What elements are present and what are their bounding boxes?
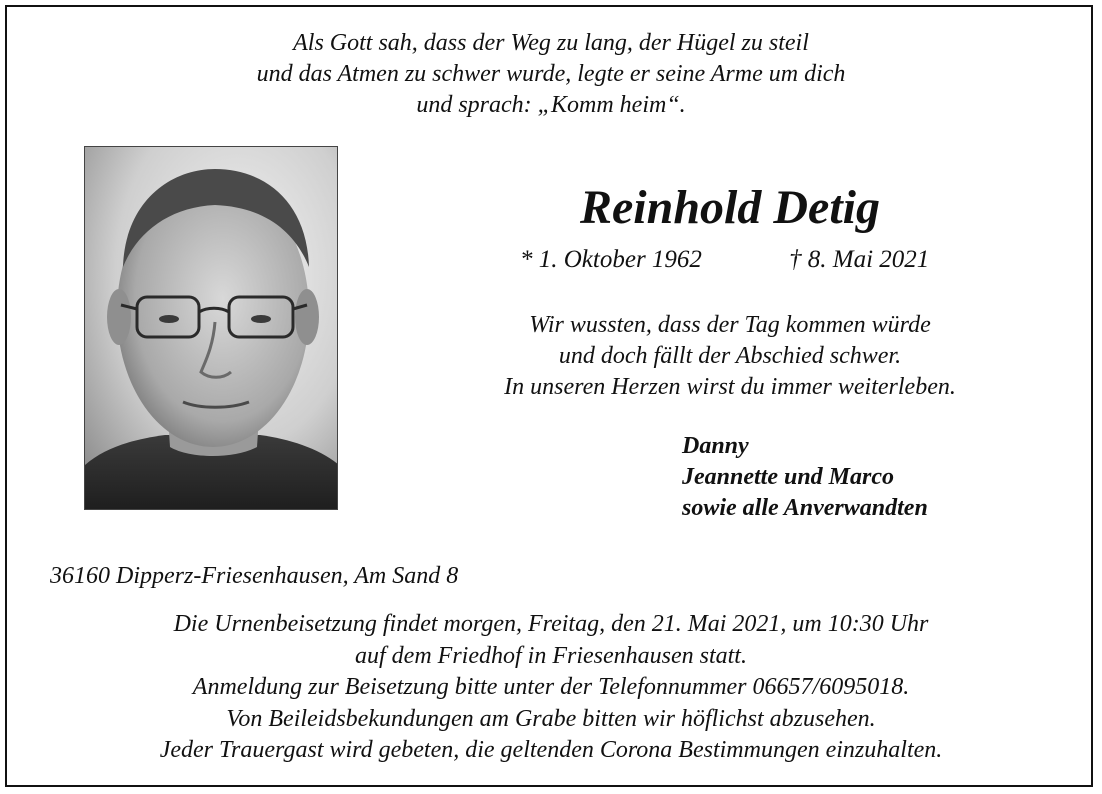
notice-line: Jeder Trauergast wird gebeten, die geltenden Corona Bestimmungen einzuhalten. (159, 737, 943, 763)
birth-date: * 1. Oktober 1962 (520, 246, 702, 273)
notice-line: Von Beileidsbekundungen am Grabe bitten wir höflichst abzusehen. (226, 705, 876, 732)
poem-line: und sprach: „Komm heim“. (416, 92, 686, 118)
burial-notice (0, 609, 1102, 767)
poem-line: und das Atmen zu schwer wurde, legte er seine Arme um dich (256, 61, 846, 87)
deceased-name: Reinhold Detig (579, 181, 881, 234)
opening-poem (0, 28, 1102, 121)
family-address: 36160 Dipperz-Friesenhausen, Am Sand 8 (50, 563, 459, 589)
mourners-list (682, 431, 928, 524)
mourner-name: Jeannette und Marco (682, 464, 895, 490)
farewell-verse (380, 310, 1080, 403)
death-date: † 8. Mai 2021 (789, 246, 930, 273)
verse-line: und doch fällt der Abschied schwer. (558, 343, 902, 369)
poem-line: Als Gott sah, dass der Weg zu lang, der Hügel zu steil (293, 30, 809, 56)
mourner-name: sowie alle Anverwandten (682, 495, 928, 521)
notice-line: auf dem Friedhof in Friesenhausen statt. (355, 642, 747, 669)
notice-line: Die Urnenbeisetzung findet morgen, Freitag, den 21. Mai 2021, um 10:30 Uhr (173, 611, 929, 637)
mourner-name: Danny (682, 433, 749, 459)
verse-line: In unseren Herzen wirst du immer weiterleben. (504, 374, 956, 400)
verse-line: Wir wussten, dass der Tag kommen würde (529, 312, 931, 338)
portrait-photo (84, 146, 338, 510)
notice-line: Anmeldung zur Beisetzung bitte unter der Telefonnummer 06657/6095018. (192, 674, 910, 700)
